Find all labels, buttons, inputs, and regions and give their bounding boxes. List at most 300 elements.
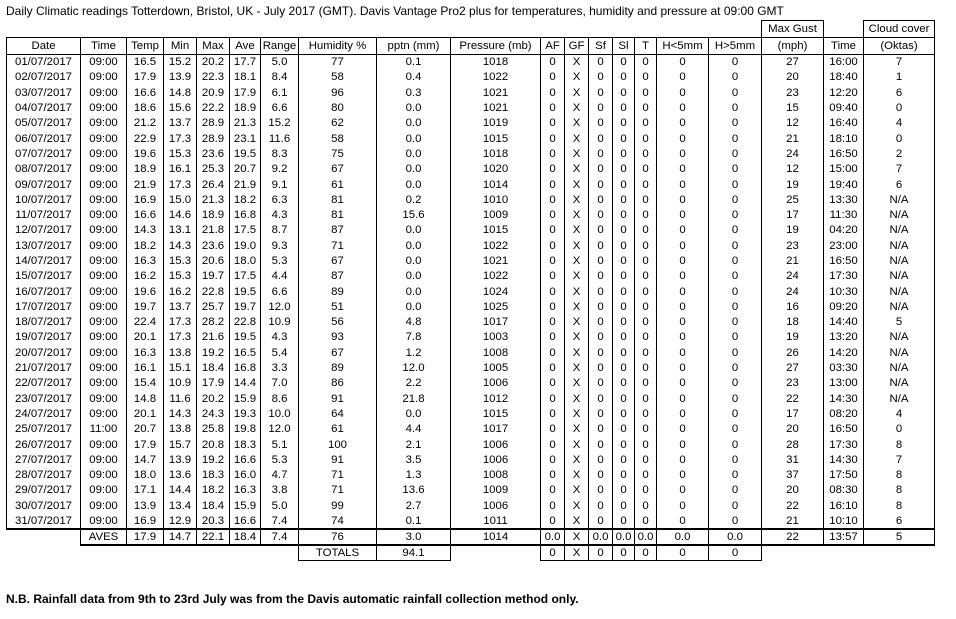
table-cell: X (565, 238, 589, 253)
table-cell: 1009 (451, 207, 541, 222)
totals-value: 0 (613, 545, 635, 561)
table-cell: 13.6 (377, 483, 451, 498)
table-cell: 27 (762, 55, 824, 70)
table-cell: 18.3 (197, 468, 230, 483)
aves-value: 1014 (451, 529, 541, 545)
table-cell: 0 (635, 100, 657, 115)
aves-value: 76 (299, 529, 377, 545)
table-cell: 37 (762, 468, 824, 483)
table-cell: 16:50 (824, 253, 864, 268)
table-cell: 12 (762, 116, 824, 131)
column-header-row (7, 38, 935, 55)
table-cell: 15:00 (824, 162, 864, 177)
table-cell: N/A (864, 269, 935, 284)
max-gust-header: Max Gust (762, 21, 824, 38)
table-cell: 0 (635, 162, 657, 177)
table-cell: 26.4 (197, 177, 230, 192)
table-cell: 0 (635, 299, 657, 314)
table-cell: 71 (299, 238, 377, 253)
table-cell: 0 (589, 100, 613, 115)
table-cell: 31/07/2017 (7, 513, 81, 528)
table-cell: 0 (709, 85, 762, 100)
table-cell: 0 (709, 422, 762, 437)
table-cell: 0 (709, 146, 762, 161)
table-cell: 7.8 (377, 330, 451, 345)
table-cell: 0 (613, 452, 635, 467)
table-cell: 18.9 (197, 207, 230, 222)
table-cell: 0 (613, 253, 635, 268)
table-cell: 80 (299, 100, 377, 115)
table-cell: 22.2 (197, 100, 230, 115)
table-cell: 10.9 (261, 315, 299, 330)
table-cell: 13.4 (164, 498, 197, 513)
table-row (7, 85, 935, 100)
table-cell: 18.9 (230, 100, 261, 115)
table-cell: 19.0 (230, 238, 261, 253)
table-cell: 0 (541, 391, 565, 406)
table-cell: 0 (589, 116, 613, 131)
aves-blank (7, 529, 81, 545)
table-cell: X (565, 70, 589, 85)
table-cell: 0 (589, 345, 613, 360)
table-cell: 4 (864, 406, 935, 421)
table-cell: 09:00 (81, 55, 127, 70)
table-cell: 14.3 (164, 406, 197, 421)
table-cell: 17:50 (824, 468, 864, 483)
table-cell: 9.3 (261, 238, 299, 253)
table-cell: 0 (709, 437, 762, 452)
table-cell: 17.9 (230, 85, 261, 100)
table-cell: 17.5 (230, 269, 261, 284)
table-cell: 0 (589, 468, 613, 483)
table-cell: 0 (589, 55, 613, 70)
table-cell: 0 (657, 223, 709, 238)
table-cell: 0 (541, 269, 565, 284)
table-cell: 13.1 (164, 223, 197, 238)
table-cell: 5 (864, 315, 935, 330)
table-cell: 87 (299, 223, 377, 238)
table-cell: 20.7 (230, 162, 261, 177)
table-cell: 0.0 (377, 131, 451, 146)
table-cell: 09:00 (81, 192, 127, 207)
table-cell: 0 (657, 284, 709, 299)
table-cell: 16.2 (164, 284, 197, 299)
table-cell: 8 (864, 468, 935, 483)
table-cell: 22.8 (230, 315, 261, 330)
table-cell: 22.3 (197, 70, 230, 85)
table-cell: 0 (709, 70, 762, 85)
table-cell: 18.4 (197, 360, 230, 375)
table-cell: 14:30 (824, 452, 864, 467)
table-cell: 15.6 (377, 207, 451, 222)
table-cell: 0 (657, 207, 709, 222)
table-cell: N/A (864, 299, 935, 314)
table-cell: 19.5 (230, 284, 261, 299)
table-cell: 13/07/2017 (7, 238, 81, 253)
table-cell: 1020 (451, 162, 541, 177)
table-cell: 09:00 (81, 162, 127, 177)
table-row (7, 360, 935, 375)
table-cell: N/A (864, 284, 935, 299)
table-cell: 29/07/2017 (7, 483, 81, 498)
table-cell: 24/07/2017 (7, 406, 81, 421)
table-cell: 23 (762, 376, 824, 391)
table-cell: 4 (864, 116, 935, 131)
table-cell: 04:20 (824, 223, 864, 238)
table-cell: 0 (589, 85, 613, 100)
table-cell: 4.8 (377, 315, 451, 330)
table-cell: 0 (657, 376, 709, 391)
table-row (7, 162, 935, 177)
table-cell: 0 (589, 70, 613, 85)
table-cell: 1.2 (377, 345, 451, 360)
table-cell: 4.3 (261, 330, 299, 345)
table-cell: 0 (589, 360, 613, 375)
table-row (7, 437, 935, 452)
table-cell: 13.9 (164, 452, 197, 467)
table-cell: 19.5 (230, 146, 261, 161)
table-cell: 86 (299, 376, 377, 391)
table-row (7, 116, 935, 131)
table-cell: 0.0 (377, 238, 451, 253)
table-cell: 23.6 (197, 238, 230, 253)
table-cell: 0 (657, 391, 709, 406)
table-cell: 0 (613, 376, 635, 391)
table-cell: 1 (864, 70, 935, 85)
table-cell: 21.9 (230, 177, 261, 192)
table-cell: 09:00 (81, 238, 127, 253)
table-cell: 16.6 (127, 207, 164, 222)
table-cell: X (565, 299, 589, 314)
table-cell: 0 (709, 468, 762, 483)
table-cell: N/A (864, 391, 935, 406)
table-cell: 0 (613, 391, 635, 406)
table-row (7, 406, 935, 421)
table-cell: 74 (299, 513, 377, 528)
table-cell: 0 (589, 146, 613, 161)
table-cell: 0.3 (377, 85, 451, 100)
table-cell: 0 (589, 406, 613, 421)
table-cell: 09:00 (81, 269, 127, 284)
table-cell: 0 (709, 284, 762, 299)
table-cell: 0 (589, 513, 613, 528)
table-cell: 21 (762, 131, 824, 146)
table-cell: 0 (613, 85, 635, 100)
table-cell: 0.2 (377, 192, 451, 207)
table-cell: N/A (864, 223, 935, 238)
table-cell: 13.9 (164, 70, 197, 85)
table-cell: 71 (299, 483, 377, 498)
table-cell: 12.0 (377, 360, 451, 375)
table-cell: 0 (657, 162, 709, 177)
aves-value: 18.4 (230, 529, 261, 545)
table-cell: 5.0 (261, 498, 299, 513)
table-cell: 16.6 (127, 85, 164, 100)
column-header: H>5mm (709, 38, 762, 55)
table-cell: 0 (541, 192, 565, 207)
table-cell: 19.6 (127, 146, 164, 161)
table-row (7, 299, 935, 314)
table-cell: 6.3 (261, 192, 299, 207)
table-cell: 0 (709, 406, 762, 421)
table-cell: 1018 (451, 55, 541, 70)
table-cell: 16.3 (127, 345, 164, 360)
table-cell: 20 (762, 70, 824, 85)
table-cell: 0 (635, 422, 657, 437)
table-cell: 0 (589, 192, 613, 207)
table-cell: 0 (613, 437, 635, 452)
table-cell: 64 (299, 406, 377, 421)
table-cell: 0 (613, 131, 635, 146)
table-cell: 67 (299, 253, 377, 268)
table-cell: 0 (709, 162, 762, 177)
table-cell: 20.2 (197, 391, 230, 406)
table-cell: 0 (709, 452, 762, 467)
table-cell: 20.1 (127, 330, 164, 345)
table-cell: 1021 (451, 85, 541, 100)
table-cell: 0 (635, 330, 657, 345)
table-cell: 0 (657, 315, 709, 330)
aves-value: 22 (762, 529, 824, 545)
table-cell: 0 (541, 100, 565, 115)
table-cell: 5.4 (261, 345, 299, 360)
table-cell: X (565, 422, 589, 437)
table-cell: 17.3 (164, 330, 197, 345)
table-row (7, 55, 935, 70)
table-cell: 0 (589, 223, 613, 238)
table-cell: 0 (709, 131, 762, 146)
table-cell: 0 (589, 131, 613, 146)
table-cell: 0 (541, 299, 565, 314)
table-cell: 1006 (451, 452, 541, 467)
table-cell: 1021 (451, 100, 541, 115)
table-cell: X (565, 376, 589, 391)
table-cell: 19 (762, 177, 824, 192)
table-cell: 6.1 (261, 85, 299, 100)
table-cell: 67 (299, 162, 377, 177)
table-cell: 0 (657, 253, 709, 268)
table-cell: 58 (299, 70, 377, 85)
table-cell: 6.6 (261, 100, 299, 115)
table-cell: 0 (541, 345, 565, 360)
table-cell: 19.7 (197, 269, 230, 284)
table-cell: 1008 (451, 345, 541, 360)
table-cell: 1003 (451, 330, 541, 345)
column-header: (Oktas) (864, 38, 935, 55)
table-cell: 22.4 (127, 315, 164, 330)
table-cell: 21.2 (127, 116, 164, 131)
table-cell: 7 (864, 452, 935, 467)
table-row (7, 483, 935, 498)
table-cell: 20 (762, 422, 824, 437)
table-cell: 1025 (451, 299, 541, 314)
table-cell: 18.0 (230, 253, 261, 268)
column-header: T (635, 38, 657, 55)
table-cell: 20.2 (197, 55, 230, 70)
table-cell: 2.7 (377, 498, 451, 513)
table-cell: 0 (541, 131, 565, 146)
table-cell: 0 (541, 360, 565, 375)
table-row (7, 513, 935, 528)
table-cell: 8.6 (261, 391, 299, 406)
table-row (7, 223, 935, 238)
table-cell: 18.0 (127, 468, 164, 483)
table-cell: 1015 (451, 223, 541, 238)
table-cell: 21.8 (377, 391, 451, 406)
table-cell: 0 (657, 406, 709, 421)
table-cell: 0 (657, 85, 709, 100)
table-cell: 20.9 (197, 85, 230, 100)
table-cell: 0 (864, 422, 935, 437)
table-cell: 0 (635, 85, 657, 100)
table-cell: 28.2 (197, 315, 230, 330)
table-cell: 0 (613, 146, 635, 161)
table-cell: 19.6 (127, 284, 164, 299)
table-cell: 0 (541, 437, 565, 452)
table-cell: 0 (657, 452, 709, 467)
table-cell: X (565, 253, 589, 268)
table-cell: 19.2 (197, 452, 230, 467)
table-cell: X (565, 498, 589, 513)
table-cell: 19.5 (230, 330, 261, 345)
table-cell: 0 (541, 223, 565, 238)
totals-value: 0 (635, 545, 657, 561)
table-cell: 3.5 (377, 452, 451, 467)
table-cell: 09:00 (81, 345, 127, 360)
table-cell: 18 (762, 315, 824, 330)
aves-value: 13:57 (824, 529, 864, 545)
table-cell: 2.1 (377, 437, 451, 452)
table-cell: 10:30 (824, 284, 864, 299)
table-cell: 4.4 (261, 269, 299, 284)
table-cell: 20 (762, 483, 824, 498)
table-cell: 13.7 (164, 116, 197, 131)
column-header: Ave (230, 38, 261, 55)
table-cell: 09:00 (81, 85, 127, 100)
table-cell: 25/07/2017 (7, 422, 81, 437)
table-cell: 8.3 (261, 146, 299, 161)
table-cell: X (565, 452, 589, 467)
table-cell: 0 (635, 207, 657, 222)
table-cell: 09:00 (81, 299, 127, 314)
table-cell: 16:50 (824, 422, 864, 437)
table-cell: 15.3 (164, 253, 197, 268)
table-cell: 0 (635, 146, 657, 161)
table-cell: 10:10 (824, 513, 864, 528)
table-cell: 7 (864, 162, 935, 177)
table-cell: 0 (635, 406, 657, 421)
table-cell: 31 (762, 452, 824, 467)
table-cell: 09:00 (81, 100, 127, 115)
table-cell: 16.9 (127, 192, 164, 207)
column-header: Time (81, 38, 127, 55)
table-row (7, 422, 935, 437)
table-cell: 9.1 (261, 177, 299, 192)
table-cell: 99 (299, 498, 377, 513)
table-cell: 1006 (451, 437, 541, 452)
table-cell: 0 (657, 131, 709, 146)
table-row (7, 345, 935, 360)
table-cell: 18.2 (197, 483, 230, 498)
table-cell: 0 (613, 345, 635, 360)
table-cell: 0 (635, 131, 657, 146)
table-cell: 0 (613, 55, 635, 70)
table-cell: 1.3 (377, 468, 451, 483)
climate-table-wrapper (6, 20, 935, 561)
table-cell: 13:30 (824, 192, 864, 207)
table-cell: 0 (657, 269, 709, 284)
table-cell: 16.6 (230, 513, 261, 528)
table-row (7, 330, 935, 345)
totals-value: 0 (709, 545, 762, 561)
totals-label: TOTALS (299, 545, 377, 561)
table-cell: 15.4 (127, 376, 164, 391)
table-cell: 8 (864, 498, 935, 513)
table-cell: 0 (589, 177, 613, 192)
table-cell: 07/07/2017 (7, 146, 81, 161)
table-cell: 1012 (451, 391, 541, 406)
table-cell: 16.9 (127, 513, 164, 528)
table-cell: 0 (657, 192, 709, 207)
table-cell: 18.9 (127, 162, 164, 177)
aves-value: 14.7 (164, 529, 197, 545)
cloud-cover-header: Cloud cover (864, 21, 935, 38)
table-cell: 1022 (451, 238, 541, 253)
table-cell: 22/07/2017 (7, 376, 81, 391)
table-cell: 0 (613, 468, 635, 483)
table-cell: 0 (613, 360, 635, 375)
table-cell: 0 (613, 223, 635, 238)
table-cell: 16:10 (824, 498, 864, 513)
table-cell: 15.1 (164, 360, 197, 375)
table-cell: 0 (541, 330, 565, 345)
table-cell: 20/07/2017 (7, 345, 81, 360)
table-cell: N/A (864, 253, 935, 268)
table-cell: 16 (762, 299, 824, 314)
table-cell: X (565, 162, 589, 177)
table-cell: 16.5 (230, 345, 261, 360)
table-cell: 0.0 (377, 269, 451, 284)
table-cell: 1006 (451, 498, 541, 513)
table-cell: N/A (864, 238, 935, 253)
totals-value: 0 (541, 545, 565, 561)
table-cell: 6 (864, 85, 935, 100)
table-cell: 0 (613, 192, 635, 207)
table-cell: 20.3 (197, 513, 230, 528)
table-cell: 17 (762, 406, 824, 421)
table-cell: 23 (762, 238, 824, 253)
table-cell: 15.9 (230, 391, 261, 406)
table-cell: 14.7 (127, 452, 164, 467)
table-cell: 15.9 (230, 498, 261, 513)
table-cell: 0 (541, 376, 565, 391)
table-cell: 0 (709, 513, 762, 528)
table-cell: X (565, 131, 589, 146)
table-cell: 0 (613, 284, 635, 299)
table-cell: 0 (709, 269, 762, 284)
table-cell: 19:40 (824, 177, 864, 192)
table-cell: 14.3 (127, 223, 164, 238)
table-cell: 0 (635, 192, 657, 207)
table-cell: 0 (589, 207, 613, 222)
table-cell: 09:00 (81, 70, 127, 85)
table-cell: 0 (613, 100, 635, 115)
table-cell: 77 (299, 55, 377, 70)
table-cell: 15.7 (164, 437, 197, 452)
table-cell: 12.0 (261, 299, 299, 314)
table-cell: 14:30 (824, 391, 864, 406)
table-cell: X (565, 483, 589, 498)
